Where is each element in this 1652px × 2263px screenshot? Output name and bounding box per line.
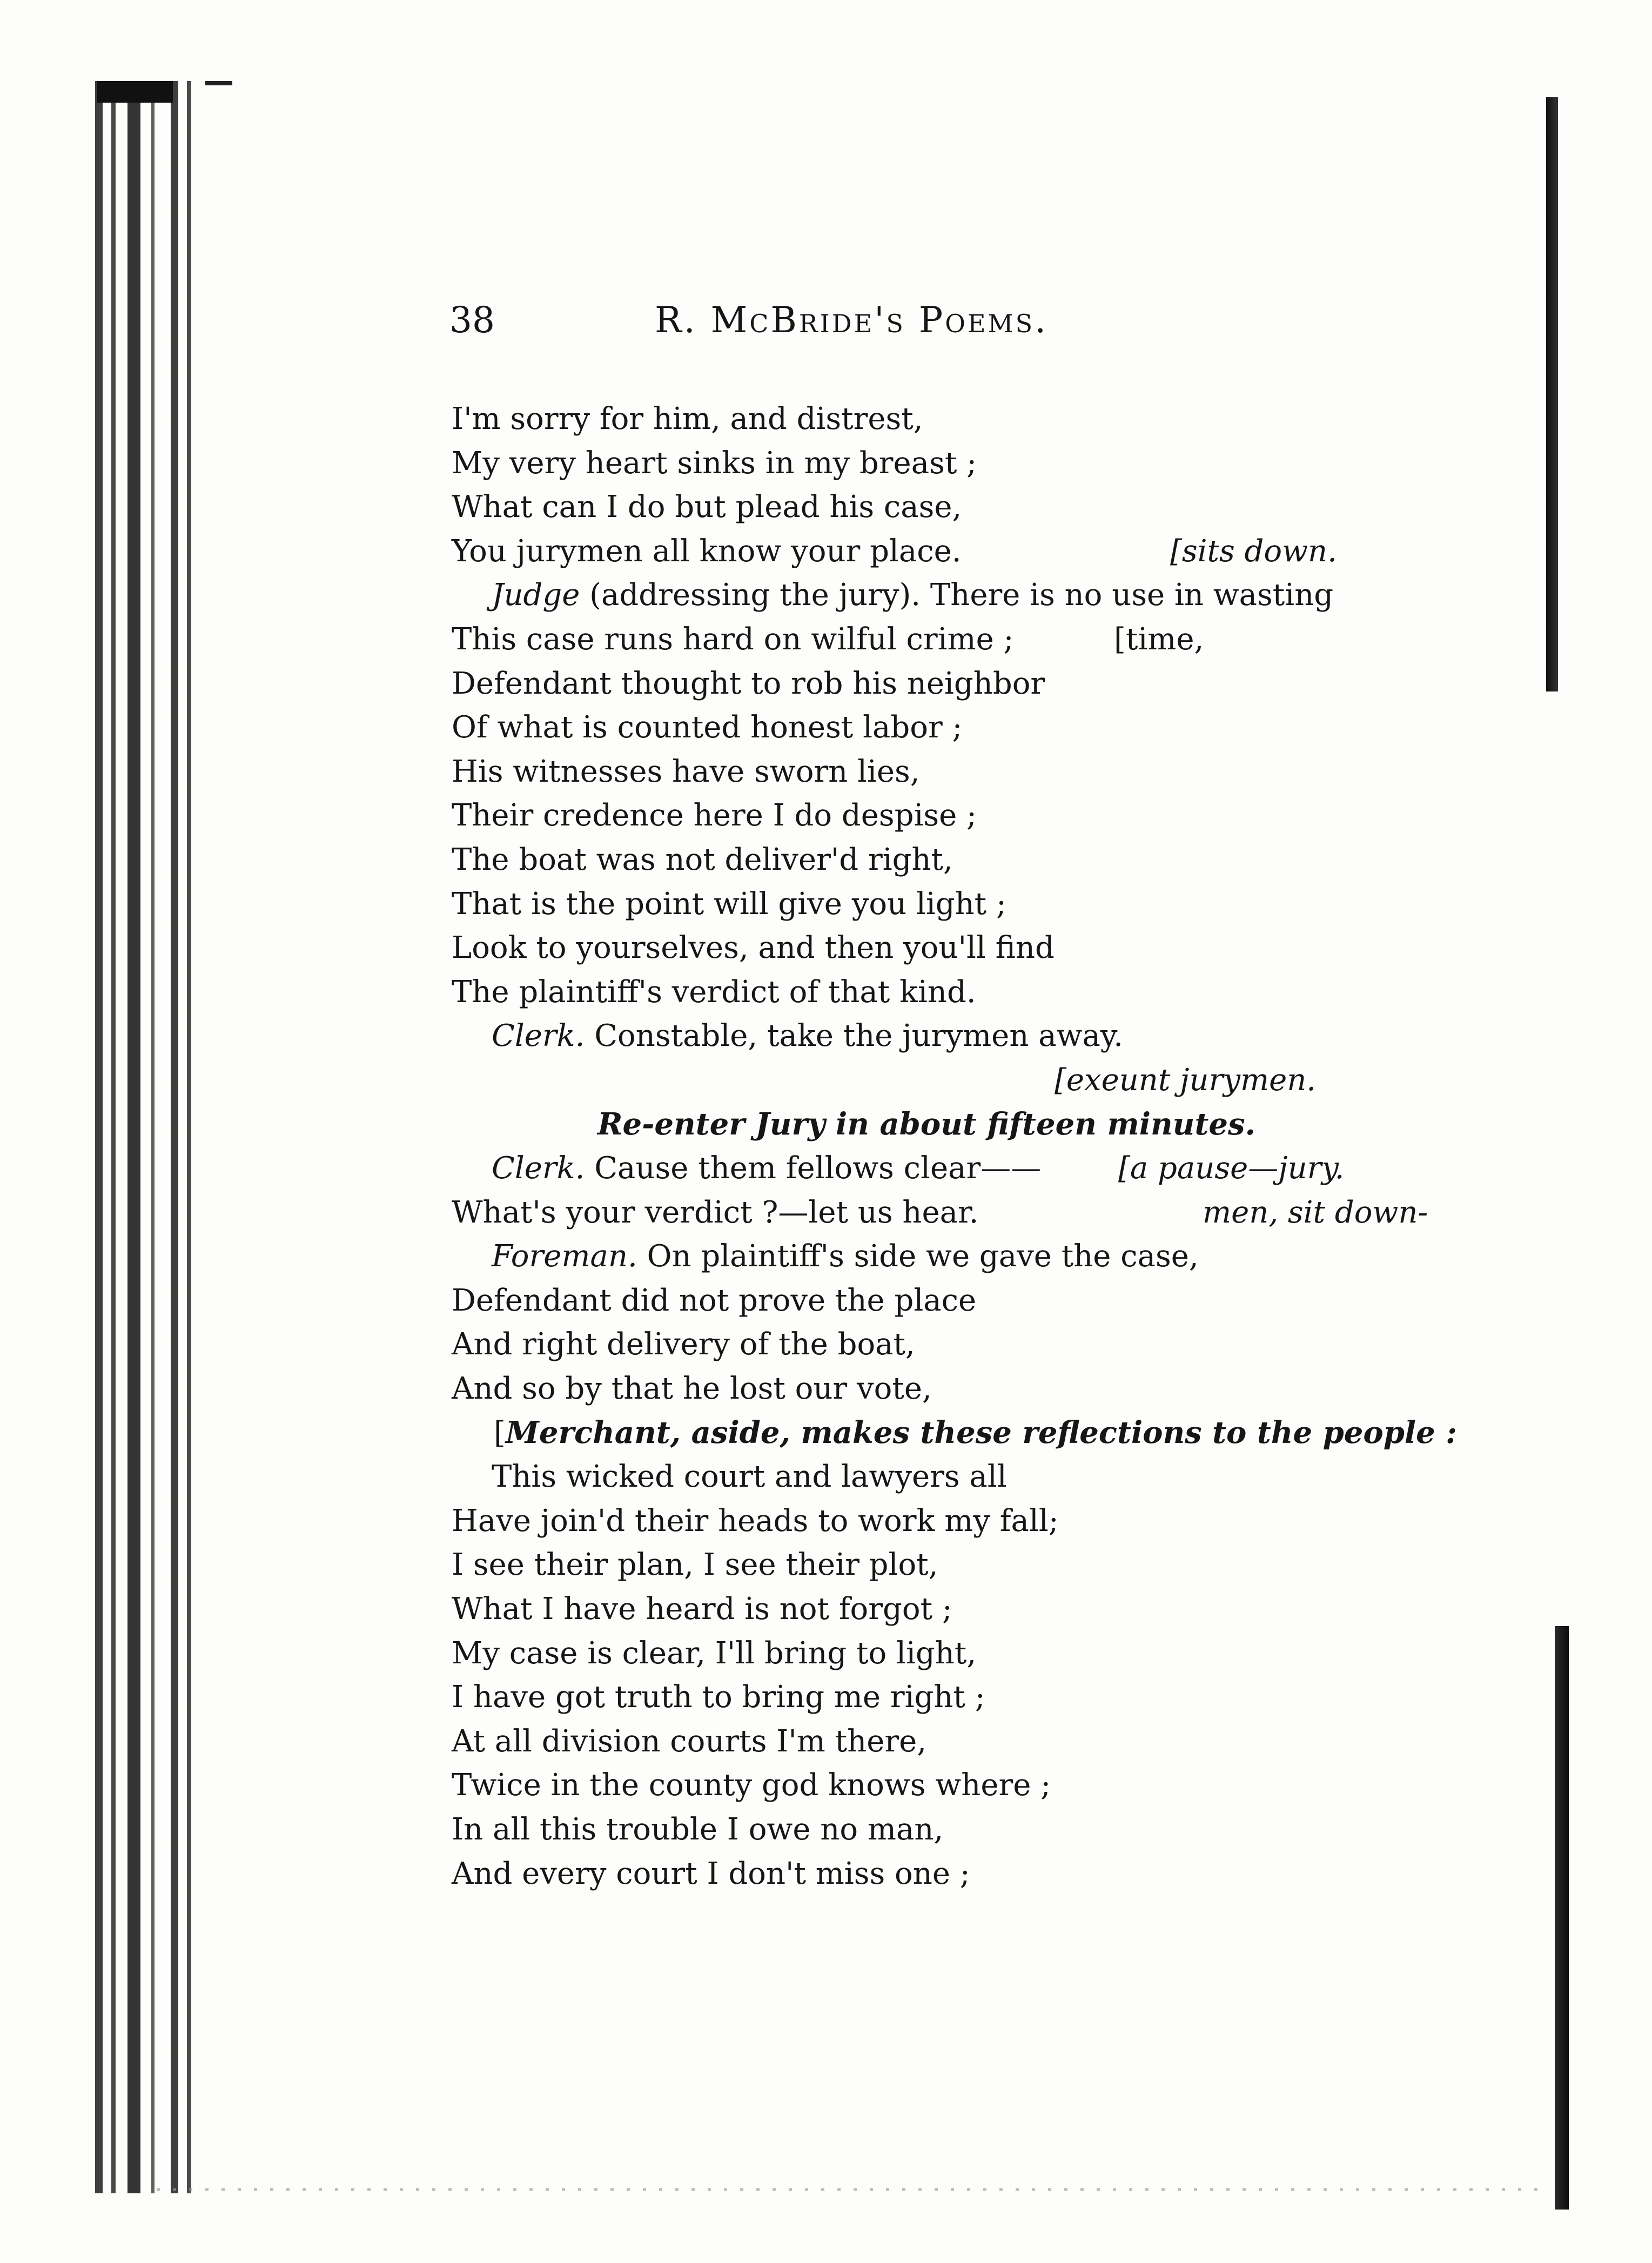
poem-line: Look to yourselves, and then you'll find xyxy=(452,930,1055,966)
poem-text xyxy=(452,397,1457,1896)
poem-line: His witnesses have sworn lies, xyxy=(452,754,920,789)
scan-binding-shadow-left xyxy=(95,81,203,2193)
stage-direction-line: [Merchant, aside, makes these reflections to the people : xyxy=(494,1414,1457,1451)
stage-direction: [a pause—jury. xyxy=(1118,1151,1345,1186)
poem-line: I have got truth to bring me right ; xyxy=(452,1680,985,1715)
stage-heading: Re-enter Jury in about fifteen minutes. xyxy=(597,1106,1255,1142)
stage-direction: men, sit down- xyxy=(1203,1194,1428,1230)
page-number: 38 xyxy=(449,299,495,341)
poem-line: And right delivery of the boat, xyxy=(452,1327,915,1362)
speaker-name: Judge xyxy=(492,577,580,613)
poem-line: What can I do but plead his case, xyxy=(452,489,962,525)
poem-line: I see their plan, I see their plot, xyxy=(452,1547,938,1583)
poem-line: Their credence here I do despise ; xyxy=(452,798,977,834)
poem-line: What I have heard is not forgot ; xyxy=(452,1592,952,1627)
stage-direction: [sits down. xyxy=(1170,533,1337,569)
stage-direction: [exeunt jurymen. xyxy=(1055,1062,1317,1098)
poem-line: Defendant thought to rob his neighbor xyxy=(452,666,1045,701)
poem-line: At all division courts I'm there, xyxy=(452,1723,927,1759)
poem-line: Twice in the county god knows where ; xyxy=(452,1768,1051,1803)
scan-edge-bottom xyxy=(157,2188,1550,2191)
stage-direction: Merchant, aside, makes these reflections to the people : xyxy=(505,1414,1457,1451)
poem-line: Have join'd their heads to work my fall; xyxy=(452,1503,1059,1539)
speaker-name: Clerk. xyxy=(492,1151,585,1186)
stage-direction-line xyxy=(452,1058,1386,1103)
speech-line: Clerk. Constable, take the jurymen away. xyxy=(492,1018,1123,1054)
speaker-name: Clerk. xyxy=(492,1018,585,1054)
page-header xyxy=(449,296,1130,345)
poem-line: Defendant did not prove the place xyxy=(452,1282,977,1318)
scan-edge-right-upper xyxy=(1546,97,1558,691)
scan-artifact-top-left xyxy=(97,81,173,103)
scan-edge-right-lower xyxy=(1555,1626,1569,2210)
speech-line: Judge (addressing the jury). There is no use in wasting xyxy=(492,577,1334,613)
poem-line: That is the point will give you light ; xyxy=(452,886,1006,922)
poem-line: This wicked court and lawyers all xyxy=(492,1459,1007,1495)
poem-line: In all this trouble I owe no man, xyxy=(452,1812,944,1847)
poem-line: And every court I don't miss one ; xyxy=(452,1856,970,1891)
speech-line: Foreman. On plaintiff's side we gave the case, xyxy=(492,1239,1199,1274)
poem-line: The plaintiff's verdict of that kind. xyxy=(452,974,976,1010)
poem-line: You jurymen all know your place. [sits down. xyxy=(452,529,1386,574)
poem-line: This case runs hard on wilful crime ; [time, xyxy=(452,617,1386,662)
poem-line: The boat was not deliver'd right, xyxy=(452,842,953,877)
running-head: R. McBride's Poems. xyxy=(655,299,1049,341)
poem-line: My case is clear, I'll bring to light, xyxy=(452,1635,977,1671)
poem-line: And so by that he lost our vote, xyxy=(452,1371,932,1407)
poem-line: My very heart sinks in my breast ; xyxy=(452,445,977,481)
poem-line: What's your verdict ?—let us hear. men, sit down- xyxy=(452,1191,1386,1235)
speaker-name: Foreman. xyxy=(492,1239,637,1274)
speech-line: Clerk. Cause them fellows clear—— [a pause—jury. xyxy=(452,1146,1386,1191)
poem-line: Of what is counted honest labor ; xyxy=(452,710,963,746)
line-continuation: [time, xyxy=(1114,621,1204,657)
scan-artifact-dash xyxy=(205,81,232,85)
poem-line: I'm sorry for him, and distrest, xyxy=(452,401,923,437)
